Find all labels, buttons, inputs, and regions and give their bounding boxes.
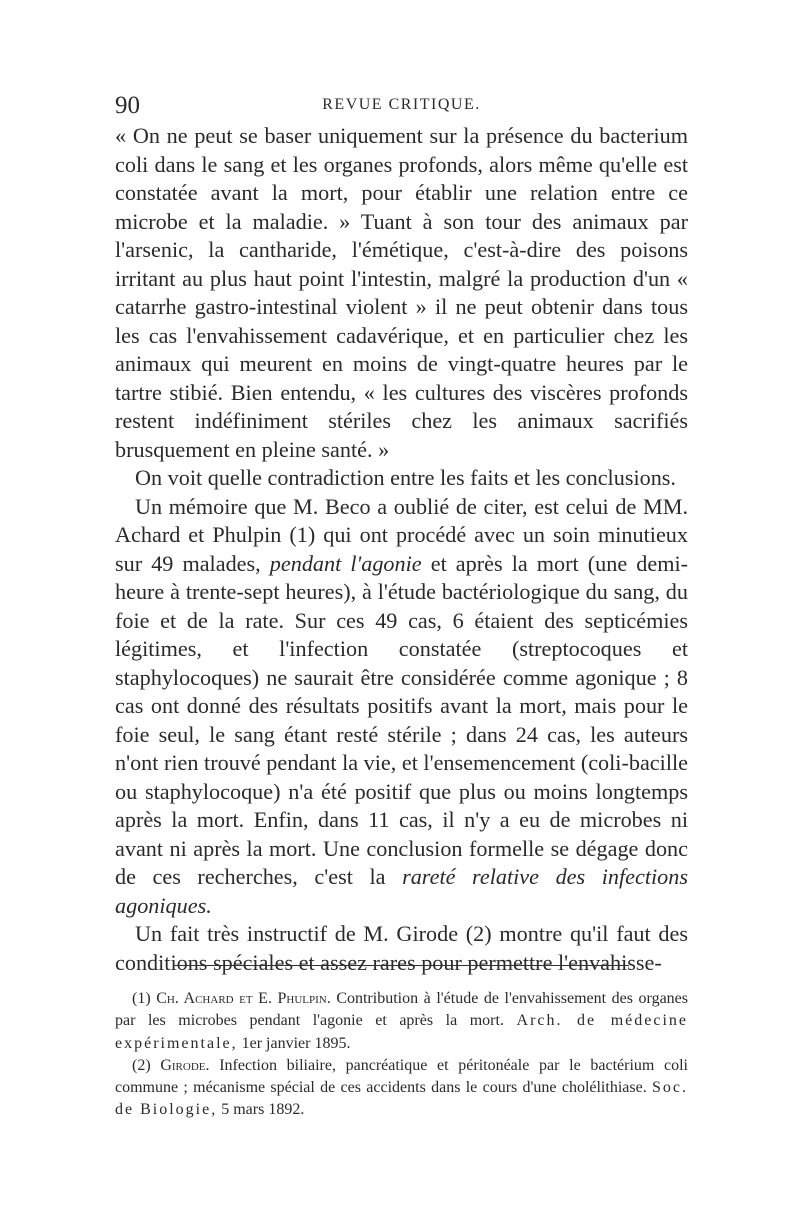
footnote-2-author: Girode. bbox=[160, 1056, 210, 1074]
footnote-2-date: 5 mars 1892. bbox=[217, 1101, 305, 1119]
italic-rarete-relative: rareté relative des infections agoniques. bbox=[115, 864, 688, 918]
footnote-1-journal: Arch. de médecine expérimentale, bbox=[115, 1012, 689, 1052]
footnote-1-date: 1er janvier 1895. bbox=[237, 1034, 351, 1052]
paragraph-1: « On ne peut se baser uniquement sur la présence du bacterium coli dans le sang et les organes profonds, alors même qu'elle est constatée avant la mort, pour établir une relation entre ce microbe et la maladie. » Tuant à son tour des animaux par l'arsenic, la cantharide, l'émétique, c'est-à-dire des poisons irritant au plus haut point l'intestin, malgré la production d'un « catarrhe gastro-intestinal violent » il ne peut obtenir dans tous les cas l'envahissement cadavérique, et en particulier chez les animaux qui meurent en moins de vingt-quatre heures par le tartre stibié. Bien entendu, « les cultures des viscères profonds restent indéfiniment stériles chez les animaux sacrifiés brusquement en pleine santé. » bbox=[115, 123, 688, 462]
footnote-1-marker: (1) bbox=[132, 990, 157, 1007]
footnote-2-text: Infection biliaire, pancréatique et péritonéale par le bactérium coli commune ; mécanisme spécial de ces accidents dans le cours d'une cholélithiase. bbox=[115, 1056, 689, 1097]
body-text bbox=[115, 122, 688, 977]
paragraph-3-text-a: Un mémoire que M. Beco a oublié de citer, est celui de MM. Achard et Phulpin (1) qui ont procédé avec un soin minutieux sur 49 malades, bbox=[115, 493, 688, 576]
footnotes bbox=[115, 988, 688, 1122]
footnote-1-authors: Ch. Achard et E. Phulpin. bbox=[156, 990, 331, 1007]
page-header bbox=[115, 92, 688, 122]
running-title: REVUE CRITIQUE. bbox=[322, 96, 481, 113]
page-number: 90 bbox=[115, 92, 140, 119]
footnote-1 bbox=[115, 988, 688, 1055]
footnote-divider bbox=[173, 965, 629, 966]
footnote-2-marker: (2) bbox=[132, 1056, 161, 1074]
paragraph-3-text-b: et après la mort (une demi-heure à trente-sept heures), à l'étude bactériologique du sang, du foie et de la rate. Sur ces 49 cas, 6 étaient des septicémies légitimes, et l'infection constatée (streptocoques et staphylocoques) ne saurait être considérée comme agonique ; 8 cas ont donné des résultats positifs avant la mort, mais pour le foie seul, le sang étant resté stérile ; dans 24 cas, les auteurs n'ont rien trouvé pendant la vie, et l'ensemencement (coli-bacille ou staphylocoque) n'a été positif que plus ou moins longtemps après la mort. Enfin, dans 11 cas, il n'y a eu de microbes ni avant ni après la mort. Une conclusion formelle se dégage donc de ces recherches, c'est la bbox=[115, 550, 689, 889]
italic-pendant-agonie: pendant l'agonie bbox=[269, 550, 422, 576]
paragraph-3 bbox=[115, 493, 688, 921]
footnote-2 bbox=[115, 1055, 688, 1122]
footnote-2-journal: Soc. de Biologie, bbox=[115, 1079, 688, 1119]
paragraph-4: Un fait très instructif de M. Girode (2) montre qu'il faut des conditions spéciales et assez rares pour permettre l'envahisse- bbox=[115, 921, 688, 975]
paragraph-2: On voit quelle contradiction entre les faits et les conclusions. bbox=[135, 465, 676, 490]
footnote-1-text: Contribution à l'étude de l'envahissement des organes par les microbes pendant l'agonie et après la mort. bbox=[115, 990, 689, 1030]
